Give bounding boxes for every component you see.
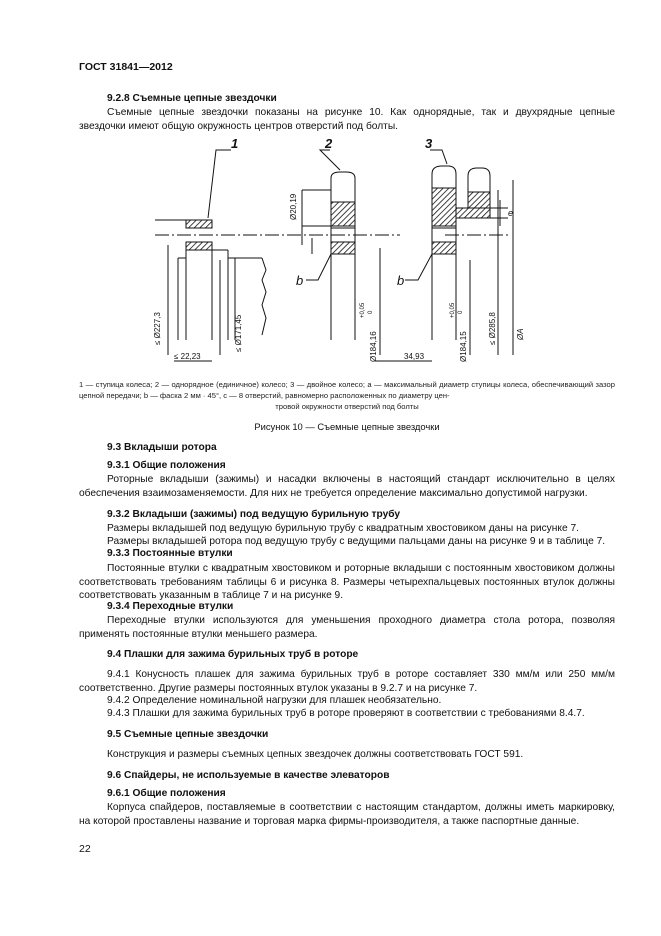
para-9-2-8: Съемные цепные звездочки показаны на рисунке 10. Как однорядные, так и двухрядные цепные звездочки имеют общую окружность центров отверстий под болты. <box>79 107 615 132</box>
heading-9-3-1: 9.3.1 Общие положения <box>107 460 226 471</box>
callout-1: 1 <box>231 136 239 151</box>
figure-caption: Рисунок 10 — Съемные цепные звездочки <box>254 421 440 432</box>
label-b-2: b <box>397 273 405 288</box>
figure-geometry <box>155 150 513 361</box>
tol-b-bot: 0 <box>458 310 464 314</box>
tol-a-top: +0,05 <box>360 302 366 318</box>
label-b-1: b <box>296 273 304 288</box>
heading-9-3-3: 9.3.3 Постоянные втулки <box>107 548 233 559</box>
heading-9-4: 9.4 Плашки для зажима бурильных труб в роторе <box>107 649 359 660</box>
heading-9-6: 9.6 Спайдеры, не используемые в качестве элеваторов <box>107 770 390 781</box>
para-9-4-3: 9.4.3 Плашки для зажима бурильных труб в роторе проверяют в соответствии с требованиями 8.4.7. <box>107 708 585 719</box>
dim-e: e <box>508 208 514 218</box>
dim-d18415: Ø184,15 <box>459 331 468 362</box>
callout-3: 3 <box>425 136 433 151</box>
para-9-3-3: Постоянные втулки с квадратным хвостовиком и роторные вкладыши с постоянным хвостовиком должны соответствовать требованиям таблицы 6 и рисунка 8. Размеры четырехпальцевых постоянных втулок должны соответствовать указанным в таблице 7 и на рисунке 9. <box>79 563 615 602</box>
dim-d2223: ≤ 22,23 <box>174 352 201 361</box>
para-9-3-2-line2: Размеры вкладышей ротора под ведущую трубу с ведущими пальцами даны на рисунке 9 и в таблице 7. <box>107 536 606 547</box>
heading-9-3: 9.3 Вкладыши ротора <box>107 442 217 453</box>
heading-9-3-2: 9.3.2 Вкладыши (зажимы) под ведущую бурильную трубу <box>107 509 401 520</box>
para-9-3-4: Переходные втулки используются для уменьшения проходного диаметра стола ротора, позволяя применять постоянные втулки меньшего размера. <box>79 615 615 640</box>
tol-b-top: +0,05 <box>450 302 456 318</box>
tol-a-bot: 0 <box>368 310 374 314</box>
dim-d18416: Ø184,16 <box>369 331 378 362</box>
standard-header: ГОСТ 31841—2012 <box>79 61 173 73</box>
heading-9-5: 9.5 Съемные цепные звездочки <box>107 729 269 740</box>
para-9-5: Конструкция и размеры съемных цепных звездочек должны соответствовать ГОСТ 591. <box>107 749 524 760</box>
para-9-3-2-line1: Размеры вкладышей под ведущую бурильную трубу с квадратным хвостовиком даны на рисунке 7. <box>107 523 579 534</box>
para-9-4-2: 9.4.2 Определение номинальной нагрузки для плашек необязательно. <box>107 695 442 706</box>
para-9-6-1: Корпуса спайдеров, поставляемые в соответствии с настоящим стандартом, должны иметь маркировку, на которой проставлены название и торговая марка фирмы-производителя, а также паспортные данные. <box>79 802 615 827</box>
dim-d2858: ≤ Ø285,8 <box>488 312 497 345</box>
heading-9-2-8: 9.2.8 Съемные цепные звездочки <box>107 93 277 104</box>
heading-9-6-1: 9.6.1 Общие положения <box>107 788 226 799</box>
figure-10-sprockets <box>150 130 530 375</box>
legend-line-2: тровой окружности отверстий под болты <box>275 402 419 411</box>
heading-9-3-4: 9.3.4 Переходные втулки <box>107 601 234 612</box>
dim-dA: ØA <box>516 328 525 340</box>
dim-d2273: ≤ Ø227,3 <box>153 312 162 345</box>
figure-legend <box>79 379 615 412</box>
callout-2: 2 <box>325 136 333 151</box>
para-9-4-1: 9.4.1 Конусность плашек для зажима бурильных труб в роторе составляет 330 мм/м или 250 мм/м соответственно. Другие размеры постоянных втулок указаны в 9.2.7 и на рисунке 7. <box>79 669 615 694</box>
dim-d2019: Ø20,19 <box>289 193 298 220</box>
dim-d3493: 34,93 <box>404 352 425 361</box>
legend-line-1: 1 — ступица колеса; 2 — однорядное (единичное) колесо; 3 — двойное колесо; a — максимальный диаметр ступицы колеса, обеспечивающий зазор цепной передачи; b — фаска 2 мм · 45°, c — 8 отверстий, равномерно расположенных по диаметру цен- <box>79 380 615 400</box>
para-9-3-1: Роторные вкладыши (зажимы) и насадки включены в настоящий стандарт исключительно в целях обеспечения взаимозаменяемости. Для них не требуется определение максимально допустимой нагрузки. <box>79 474 615 499</box>
page-number: 22 <box>79 843 91 855</box>
dim-d17145: ≤ Ø171,45 <box>234 314 243 352</box>
